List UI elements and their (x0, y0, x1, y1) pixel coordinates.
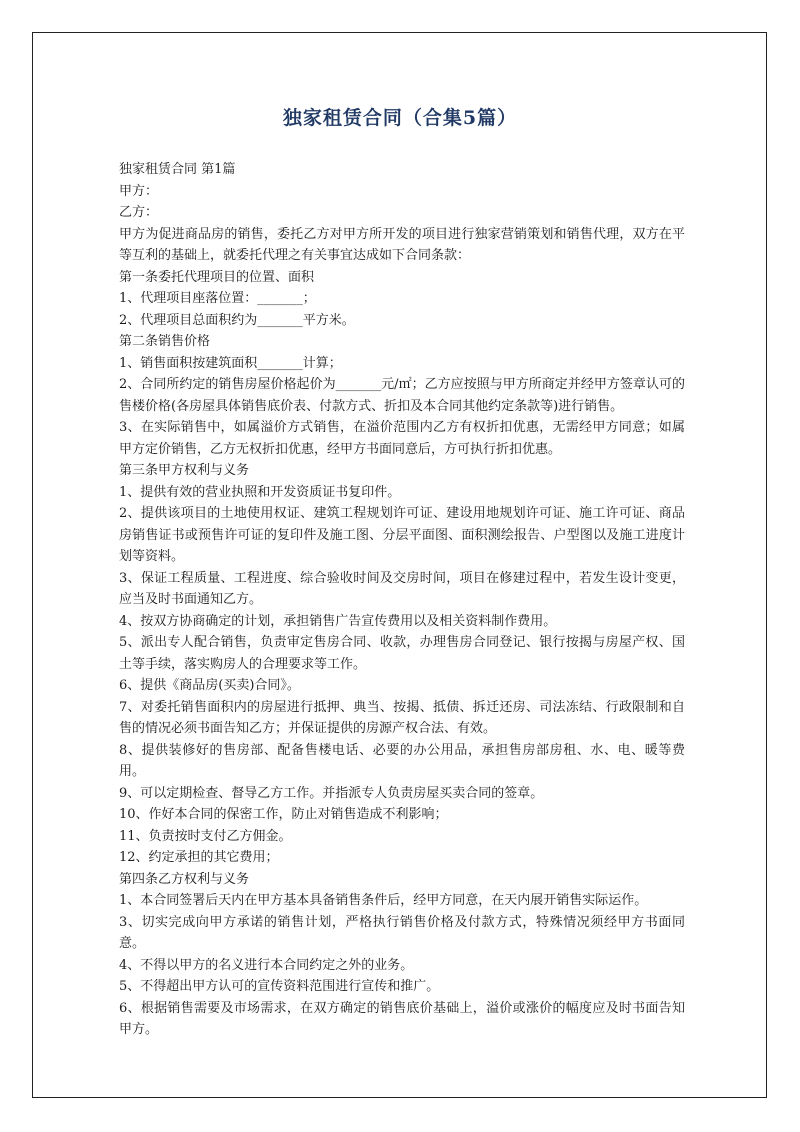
document-paragraph: 1、提供有效的营业执照和开发资质证书复印件。 (119, 484, 401, 500)
document-paragraph: 第二条销售价格 (119, 334, 211, 349)
document-paragraph: 6、提供《商品房(买卖)合同》。 (119, 678, 300, 693)
document-paragraph: 1、销售面积按建筑面积_______计算； (119, 355, 342, 371)
document-paragraph: 3、在实际销售中，如属溢价方式销售，在溢价范围内乙方有权折扣优惠，无需经甲方同意；如属甲方定价销售，乙方无权折扣优惠，经甲方书面同意后，方可执行折扣优惠。 (119, 420, 685, 457)
document-paragraph: 独家租赁合同 第1篇 (119, 162, 236, 177)
document-paragraph: 2、代理项目总面积约为_______平方米。 (119, 312, 355, 328)
document-paragraph: 1、本合同签署后天内在甲方基本具备销售条件后，经甲方同意，在天内展开销售实际运作。 (119, 893, 648, 908)
document-paragraph: 3、保证工程质量、工程进度、综合验收时间及交房时间，项目在修建过程中，若发生设计变更，应当及时书面通知乙方。 (119, 570, 685, 607)
document-paragraph: 12、约定承担的其它费用； (119, 850, 279, 865)
document-paragraph: 甲方： (119, 183, 159, 199)
document-paragraph: 2、合同所约定的销售房屋价格起价为_______元/㎡；乙方应按照与甲方所商定并经甲方签章认可的售楼价格(各房屋具体销售底价表、付款方式、折扣及本合同其他约定条款等)进行销售。 (119, 377, 685, 414)
document-paragraph: 第一条委托代理项目的位置、面积 (119, 269, 315, 285)
document-paragraph: 第三条甲方权利与义务 (119, 463, 250, 478)
document-paragraph: 9、可以定期检查、督导乙方工作。并指派专人负责房屋买卖合同的签章。 (119, 785, 544, 801)
document-paragraph: 5、派出专人配合销售，负责审定售房合同、收款，办理售房合同登记、银行按揭与房屋产权、国土等手续，落实购房人的合理要求等工作。 (119, 635, 685, 672)
document-paragraph: 5、不得超出甲方认可的宣传资料范围进行宣传和推广。 (119, 979, 440, 994)
document-body (119, 159, 685, 1041)
document-paragraph: 甲方为促进商品房的销售，委托乙方对甲方所开发的项目进行独家营销策划和销售代理，双方在平等互利的基础上，就委托代理之有关事宜达成如下合同条款： (119, 226, 685, 263)
document-paragraph: 11、负责按时支付乙方佣金。 (119, 828, 292, 844)
document-title: 独家租赁合同（合集5篇） (282, 107, 518, 129)
document-paragraph: 6、根据销售需要及市场需求，在双方确定的销售底价基础上，溢价或涨价的幅度应及时书面告知甲方。 (119, 1000, 685, 1037)
document-paragraph: 3、切实完成向甲方承诺的销售计划，严格执行销售价格及付款方式，特殊情况须经甲方书面同意。 (119, 914, 685, 951)
document-paragraph: 1、代理项目座落位置：_______； (119, 291, 316, 306)
document-paragraph: 乙方： (119, 205, 159, 220)
document-paragraph: 8、提供装修好的售房部、配备售楼电话、必要的办公用品，承担售房部房租、水、电、暖等费用。 (119, 742, 685, 779)
document-paragraph: 10、作好本合同的保密工作，防止对销售造成不利影响； (119, 807, 448, 822)
document-paragraph: 2、提供该项目的土地使用权证、建筑工程规划许可证、建设用地规划许可证、施工许可证、商品房销售证书或预售许可证的复印件及施工图、分层平面图、面积测绘报告、户型图以及施工进度计划等资料。 (119, 506, 685, 564)
document-paragraph: 第四条乙方权利与义务 (119, 871, 250, 887)
document-paragraph: 7、对委托销售面积内的房屋进行抵押、典当、按揭、抵债、拆迁还房、司法冻结、行政限制和自售的情况必须书面告知乙方；并保证提供的房源产权合法、有效。 (119, 699, 685, 736)
document-paragraph: 4、不得以甲方的名义进行本合同约定之外的业务。 (119, 957, 414, 973)
document-paragraph: 4、按双方协商确定的计划，承担销售广告宣传费用以及相关资料制作费用。 (119, 613, 557, 629)
